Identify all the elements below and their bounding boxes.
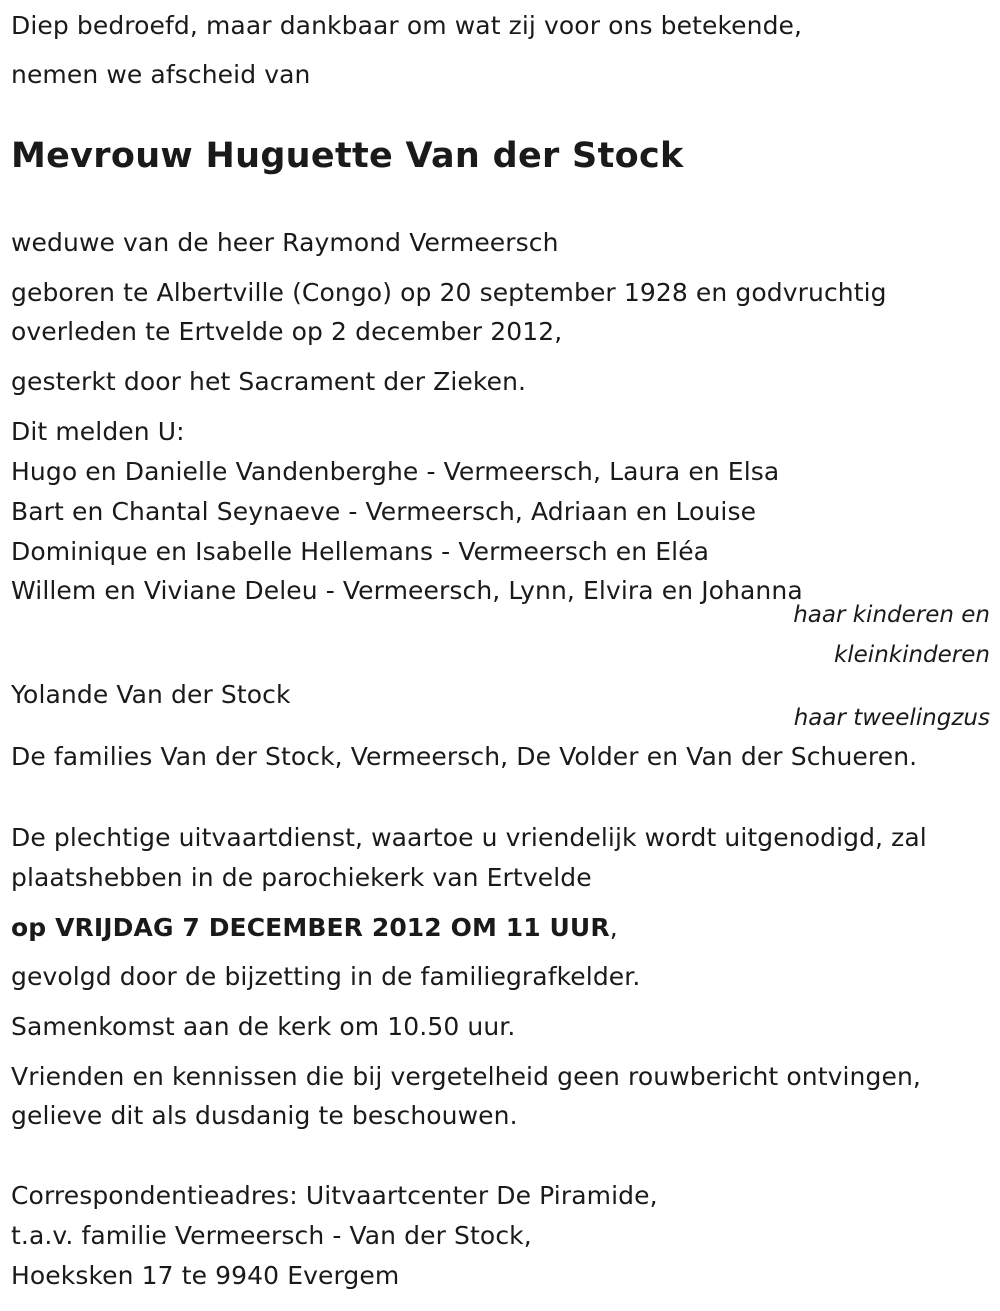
service-line-1: De plechtige uitvaartdienst, waartoe u vriendelijk wordt uitgenodigd, zal [11,823,927,852]
burial-line: gevolgd door de bijzetting in de familiegrafkelder. [11,962,641,991]
service-datetime-text: op VRIJDAG 7 DECEMBER 2012 OM 11 UUR [11,913,610,942]
notice-line-1: Vrienden en kennissen die bij vergetelheid geen rouwbericht ontvingen, [11,1062,921,1091]
children-role-line-1: haar kinderen en [793,602,990,628]
child-family-2: Bart en Chantal Seynaeve - Vermeersch, Adriaan en Louise [11,497,757,526]
sacrament-line: gesterkt door het Sacrament der Zieken. [11,367,527,396]
child-family-1: Hugo en Danielle Vandenberghe - Vermeersch, Laura en Elsa [11,457,780,486]
families-line: De families Van der Stock, Vermeersch, De Volder en Van der Schueren. [11,742,918,771]
notice-line-2: gelieve dit als dusdanig te beschouwen. [11,1101,518,1130]
deceased-name: Mevrouw Huguette Van der Stock [11,136,684,176]
sister-role: haar tweelingzus [793,705,990,731]
birth-line-2: overleden te Ertvelde op 2 december 2012, [11,317,563,346]
service-datetime [11,908,618,948]
intro-line-1: Diep bedroefd, maar dankbaar om wat zij voor ons betekende, [11,11,803,40]
gathering-line: Samenkomst aan de kerk om 10.50 uur. [11,1012,516,1041]
child-family-4: Willem en Viviane Deleu - Vermeersch, Lynn, Elvira en Johanna [11,576,803,605]
child-family-3: Dominique en Isabelle Hellemans - Vermeersch en Eléa [11,537,710,566]
children-role-line-2: kleinkinderen [833,642,990,668]
correspondence-line-1: Correspondentieadres: Uitvaartcenter De Piramide, [11,1181,658,1210]
service-line-2: plaatshebben in de parochiekerk van Ertvelde [11,863,592,892]
correspondence-line-3: Hoeksken 17 te 9940 Evergem [11,1261,400,1290]
service-datetime-suffix: , [609,913,618,942]
announcers-heading: Dit melden U: [11,417,185,446]
correspondence-line-2: t.a.v. familie Vermeersch - Van der Stock, [11,1221,532,1250]
sister-name: Yolande Van der Stock [11,680,291,709]
intro-line-2: nemen we afscheid van [11,60,311,89]
widow-line: weduwe van de heer Raymond Vermeersch [11,228,559,257]
birth-line-1: geboren te Albertville (Congo) op 20 september 1928 en godvruchtig [11,278,887,307]
